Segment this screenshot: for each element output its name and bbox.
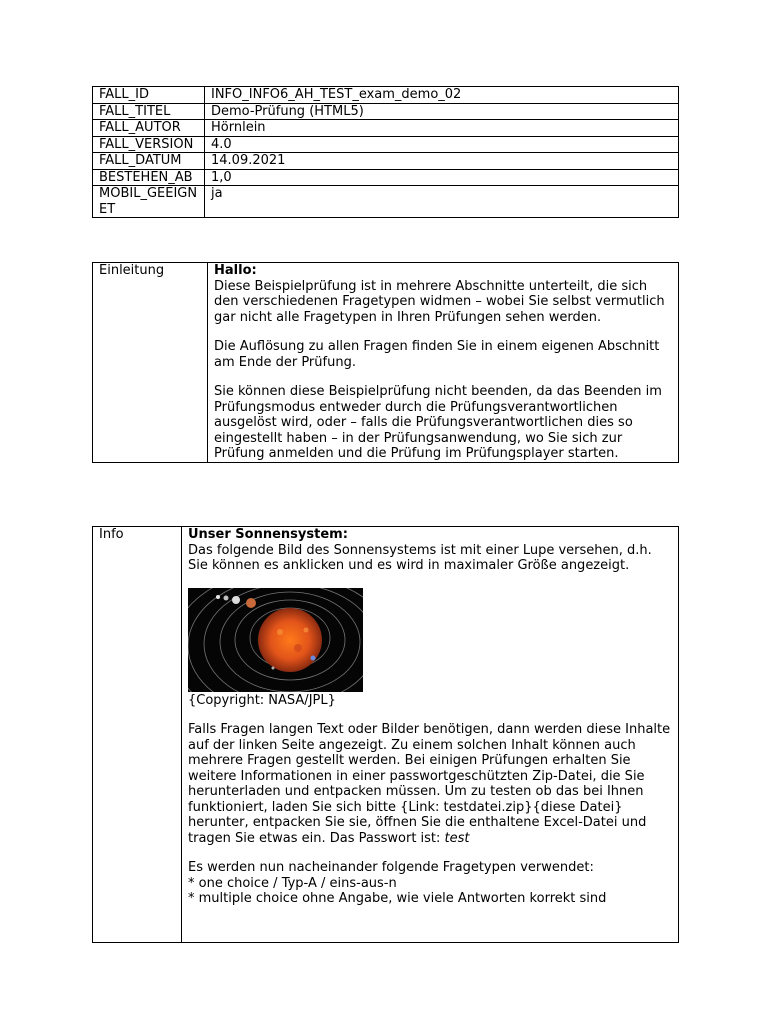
intro-label: Einleitung: [93, 263, 208, 463]
intro-paragraph-1: Diese Beispielprüfung ist in mehrere Abschnitte unterteilt, die sich den verschiedenen Fragetypen widmen – wobei Sie selbst vermutlich gar nicht alle Fragetypen in Ihren Prüfungen sehen werden.: [214, 278, 665, 325]
metadata-value: INFO_INFO6_AH_TEST_exam_demo_02: [205, 87, 679, 104]
metadata-key: FALL_DATUM: [93, 153, 205, 170]
metadata-value: ja: [205, 186, 679, 218]
metadata-value: 14.09.2021: [205, 153, 679, 170]
metadata-key: BESTEHEN_AB: [93, 169, 205, 186]
metadata-row: [93, 186, 679, 218]
metadata-row: [93, 120, 679, 137]
metadata-key: FALL_TITEL: [93, 103, 205, 120]
metadata-value: Hörnlein: [205, 120, 679, 137]
info-table: [92, 526, 679, 943]
metadata-row: [93, 87, 679, 104]
metadata-key: FALL_AUTOR: [93, 120, 205, 137]
info-paragraph-2-text: Falls Fragen langen Text oder Bilder benötigen, dann werden diese Inhalte auf der linken Seite angezeigt. Zu einem solchen Inhalt können auch mehrere Fragen gestellt werden. Bei einigen Prüfungen erhalten Sie weitere Informationen in einer passwortgeschützten Zip-Datei, die Sie herunterladen und entpacken müssen. Um zu testen ob das bei Ihnen funktioniert, laden Sie sich bitte {Link: testdatei.zip}{diese Datei} herunter, entpacken Sie sie, öffnen Sie die enthaltene Excel-Datei und tragen Sie etwas ein. Das Passwort ist:: [188, 722, 671, 846]
copyright-note: {Copyright: NASA/JPL}: [188, 692, 336, 708]
metadata-key: FALL_VERSION: [93, 136, 205, 153]
info-heading: Unser Sonnensystem:: [188, 527, 348, 542]
metadata-row: [93, 103, 679, 120]
intro-paragraph-2: Die Auflösung zu allen Fragen finden Sie in einem eigenen Abschnitt am Ende der Prüfung.: [214, 339, 660, 370]
info-row: [93, 527, 679, 943]
intro-heading: Hallo:: [214, 263, 257, 278]
metadata-row: [93, 169, 679, 186]
case-metadata-table: [92, 86, 679, 218]
info-label: Info: [93, 527, 182, 943]
case-metadata-body: [93, 87, 679, 218]
intro-row: [93, 263, 679, 463]
metadata-value: Demo-Prüfung (HTML5): [205, 103, 679, 120]
info-paragraph-2: [188, 722, 672, 846]
question-type-item: * one choice / Typ-A / eins-aus-n: [188, 875, 397, 891]
metadata-value: 1,0: [205, 169, 679, 186]
metadata-key: MOBIL_GEEIGNET: [93, 186, 205, 218]
info-content: [182, 527, 679, 943]
intro-paragraph-3: Sie können diese Beispielprüfung nicht beenden, da das Beenden im Prüfungsmodus entweder durch die Prüfungsverantwortlichen ausgelöst wird, oder – falls die Prüfungsverantwortlichen dies so eingestellt haben – in der Prüfungsanwendung, wo Sie sich zur Prüfung anmelden und die Prüfung im Prüfungsplayer starten.: [214, 384, 662, 461]
password-value: test: [444, 830, 470, 846]
intro-content: [208, 263, 679, 463]
metadata-row: [93, 136, 679, 153]
question-types: [188, 860, 672, 907]
metadata-key: FALL_ID: [93, 87, 205, 104]
metadata-value: 4.0: [205, 136, 679, 153]
intro-table: [92, 262, 679, 463]
info-paragraph-1: Das folgende Bild des Sonnensystems ist mit einer Lupe versehen, d.h. Sie können es anklicken und es wird in maximaler Größe angezeigt.: [188, 542, 652, 573]
solar-system-image[interactable]: [188, 588, 363, 692]
question-type-item: * multiple choice ohne Angabe, wie viele Antworten korrekt sind: [188, 891, 607, 906]
metadata-row: [93, 153, 679, 170]
question-types-intro: Es werden nun nacheinander folgende Fragetypen verwendet:: [188, 860, 594, 875]
